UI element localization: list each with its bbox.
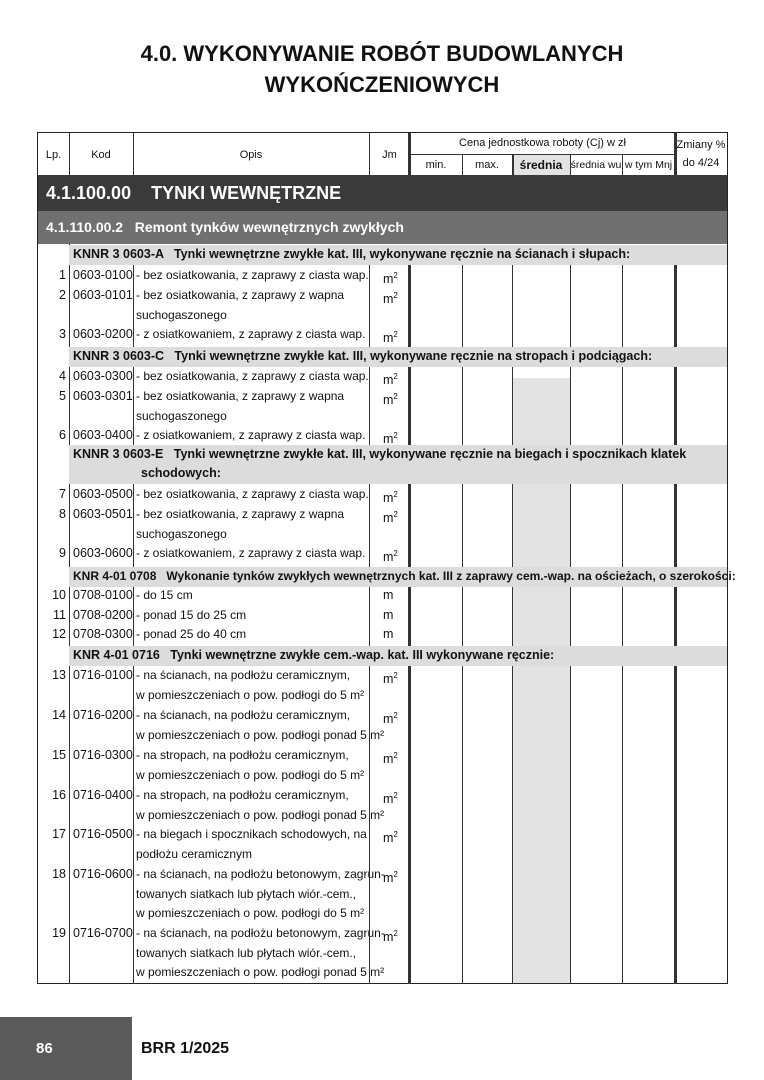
table-row [38, 666, 727, 705]
row-kod: 0716-0600 [73, 867, 133, 881]
col-line-kod [133, 133, 134, 175]
row-opis-line: - na biegach i spocznikach schodowych, na [136, 827, 367, 841]
col-line-wu [622, 154, 623, 175]
col-line-srednia [570, 154, 571, 175]
row-jm-exponent: 2 [393, 330, 398, 339]
row-kod: 0716-0700 [73, 926, 133, 940]
row-jm [383, 825, 398, 849]
row-opis-line: - bez osiatkowania, z zaprawy z ciasta wap. [136, 369, 369, 383]
row-opis-line: - z osiatkowaniem, z zaprawy z ciasta wap. [136, 428, 366, 442]
header-mid-rule [410, 154, 675, 155]
row-jm-unit: m [383, 792, 394, 807]
row-opis-line: - do 15 cm [136, 588, 193, 602]
row-jm-unit: m [383, 511, 394, 526]
price-table [37, 132, 736, 984]
table-row [38, 367, 727, 387]
row-jm-exponent: 2 [393, 431, 398, 440]
row-kod: 0708-0200 [73, 608, 133, 622]
row-opis-line: - na ścianach, na podłożu betonowym, zagrun- [136, 926, 385, 940]
table-row [38, 625, 727, 645]
row-jm-exponent: 2 [393, 830, 398, 839]
row-jm-unit: m [383, 712, 394, 727]
row-jm-exponent: 2 [393, 870, 398, 879]
row-lp: 18 [52, 867, 66, 881]
row-kod: 0716-0400 [73, 788, 133, 802]
group-header [69, 567, 736, 587]
group-header [69, 347, 727, 367]
row-jm-exponent: 2 [393, 291, 398, 300]
subsection-name: Remont tynków wewnętrznych zwykłych [134, 219, 404, 235]
row-jm-exponent: 2 [393, 751, 398, 760]
page-title-line-1: 4.0. WYKONYWANIE ROBÓT BUDOWLANYCH [140, 41, 624, 66]
row-lp: 5 [59, 389, 66, 403]
row-opis-line: w pomieszczeniach o pow. podłogi ponad 5 m² [136, 965, 385, 980]
row-jm-unit: m [383, 627, 394, 641]
row-jm-unit: m [383, 831, 394, 846]
row-kod: 0603-0600 [73, 546, 133, 560]
row-jm-exponent: 2 [393, 711, 398, 720]
row-jm [383, 606, 393, 626]
col-line-max [512, 154, 514, 175]
row-opis-line: - na ścianach, na podłożu ceramicznym, [136, 668, 351, 682]
page-number: 86 [36, 1040, 53, 1057]
row-jm-exponent: 2 [393, 271, 398, 280]
row-opis-line: - na stropach, na podłożu ceramicznym, [136, 788, 349, 802]
row-jm [383, 544, 398, 568]
row-lp: 14 [52, 708, 66, 722]
row-jm-exponent: 2 [393, 549, 398, 558]
row-jm-unit: m [383, 373, 394, 388]
row-kod: 0603-0200 [73, 327, 133, 341]
group-header-text: KNNR 3 0603-E Tynki wewnętrzne zwykłe kat. III, wykonywane ręcznie na biegach i spocznikach klatek [73, 447, 687, 461]
row-jm [383, 666, 398, 690]
header-jm: Jm [382, 149, 397, 161]
row-kod: 0603-0500 [73, 487, 133, 501]
row-kod: 0603-0300 [73, 369, 133, 383]
row-kod: 0603-0100 [73, 268, 133, 282]
row-opis-line: podłożu ceramicznym [136, 846, 253, 861]
row-jm [383, 325, 398, 349]
row-opis-line: - ponad 15 do 25 cm [136, 608, 247, 622]
row-kod: 0716-0200 [73, 708, 133, 722]
row-opis-line: suchogaszonego [136, 526, 227, 541]
row-jm-exponent: 2 [393, 671, 398, 680]
header-zmiany-line-2: do 4/24 [682, 157, 720, 169]
table-row [38, 606, 727, 626]
row-jm [383, 387, 398, 411]
row-opis-line: - na ścianach, na podłożu betonowym, zagrun- [136, 867, 385, 881]
row-jm [383, 865, 398, 889]
table-row [38, 746, 727, 785]
row-opis-line: w pomieszczeniach o pow. podłogi do 5 m² [136, 687, 365, 702]
row-jm [383, 586, 393, 606]
header-lp: Lp. [45, 149, 62, 161]
header-zmiany-line-1: Zmiany % [676, 139, 726, 151]
row-jm-unit: m [383, 331, 394, 346]
row-kod: 0603-0301 [73, 389, 133, 403]
row-opis-line: suchogaszonego [136, 307, 227, 322]
row-jm-unit: m [383, 491, 394, 506]
row-opis-line: w pomieszczeniach o pow. podłogi do 5 m² [136, 767, 365, 782]
table-row [38, 786, 727, 825]
col-line-jm [408, 133, 411, 175]
row-jm-unit: m [383, 292, 394, 307]
row-kod: 0603-0501 [73, 507, 133, 521]
row-opis-line: towanych siatkach lub płytach wiór.-cem., [136, 886, 357, 901]
table-row [38, 485, 727, 505]
row-lp: 13 [52, 668, 66, 682]
section-band [38, 175, 727, 211]
group-header-text: KNR 4-01 0716 Tynki wewnętrzne zwykłe cem.-wap. kat. III wykonywane ręcznie: [73, 648, 555, 662]
row-opis-line: - bez osiatkowania, z zaprawy z ciasta wap. [136, 487, 369, 501]
row-lp: 12 [52, 627, 66, 641]
row-kod: 0708-0300 [73, 627, 133, 641]
row-opis-line: w pomieszczeniach o pow. podłogi ponad 5 m² [136, 727, 385, 742]
row-lp: 16 [52, 788, 66, 802]
row-jm-exponent: 2 [393, 929, 398, 938]
row-jm-unit: m [383, 272, 394, 287]
row-lp: 19 [52, 926, 66, 940]
row-jm-exponent: 2 [393, 791, 398, 800]
table-row [38, 586, 727, 606]
row-lp: 2 [59, 288, 66, 302]
row-lp: 17 [52, 827, 66, 841]
row-opis-line: suchogaszonego [136, 408, 227, 423]
row-opis-line: - z osiatkowaniem, z zaprawy z ciasta wap. [136, 327, 366, 341]
row-jm-exponent: 2 [393, 490, 398, 499]
section-code: 4.1.100.00 [46, 183, 132, 203]
subsection-band [38, 211, 727, 244]
col-line-opis [369, 133, 370, 175]
header-opis: Opis [239, 149, 263, 161]
row-kod: 0603-0400 [73, 428, 133, 442]
table-row [38, 865, 727, 924]
row-kod: 0716-0500 [73, 827, 133, 841]
page-title [0, 38, 764, 100]
subsection-code: 4.1.110.00.2 [46, 219, 124, 235]
journal-name: BRR 1/2025 [141, 1040, 230, 1057]
row-jm [383, 924, 398, 948]
table-row [38, 825, 727, 864]
table-row [38, 266, 727, 286]
row-jm [383, 505, 398, 529]
header-w-tym-mnj: w tym Mnj [624, 159, 673, 171]
row-opis-line: - ponad 25 do 40 cm [136, 627, 247, 641]
row-jm-unit: m [383, 672, 394, 687]
row-kod: 0716-0300 [73, 748, 133, 762]
row-opis-line: w pomieszczeniach o pow. podłogi ponad 5 m² [136, 807, 385, 822]
row-lp: 6 [59, 428, 66, 442]
header-srednia: średnia [519, 158, 563, 172]
row-jm [383, 426, 398, 450]
table-row [38, 505, 727, 544]
table-row [38, 325, 727, 345]
row-opis-line: - na stropach, na podłożu ceramicznym, [136, 748, 349, 762]
table-row [38, 387, 727, 426]
row-jm [383, 706, 398, 730]
row-lp: 4 [59, 369, 66, 383]
row-opis-line: - bez osiatkowania, z zaprawy z wapna [136, 288, 345, 302]
row-opis-line: - bez osiatkowania, z zaprawy z ciasta wap. [136, 268, 369, 282]
row-jm-unit: m [383, 550, 394, 565]
col-line-lp [69, 133, 70, 175]
col-line-min [462, 154, 463, 175]
header-srednia-wu: średnia wu [570, 159, 622, 171]
row-kod: 0716-0100 [73, 668, 133, 682]
row-opis-line: w pomieszczeniach o pow. podłogi do 5 m² [136, 906, 365, 921]
row-opis-line: towanych siatkach lub płytach wiór.-cem., [136, 945, 357, 960]
row-kod: 0708-0100 [73, 588, 133, 602]
row-jm-unit: m [383, 871, 394, 886]
row-jm-unit: m [383, 752, 394, 767]
header-max: max. [475, 159, 499, 171]
row-jm-unit: m [383, 608, 394, 622]
row-opis-line: - z osiatkowaniem, z zaprawy z ciasta wap. [136, 546, 366, 560]
row-jm [383, 286, 398, 310]
group-header [69, 245, 727, 265]
group-header-text: KNNR 3 0603-C Tynki wewnętrzne zwykłe kat. III, wykonywane ręcznie na stropach i podciągach: [73, 349, 653, 363]
row-jm-exponent: 2 [393, 392, 398, 401]
table-row [38, 544, 727, 564]
section-name: TYNKI WEWNĘTRZNE [151, 183, 342, 203]
group-header-text: KNNR 3 0603-A Tynki wewnętrzne zwykłe kat. III, wykonywane ręcznie na ścianach i słupach: [73, 247, 631, 261]
col-line-mnj [674, 133, 677, 175]
group-header [69, 445, 727, 484]
row-opis-line: - bez osiatkowania, z zaprawy z wapna [136, 507, 345, 521]
footer-page-box [0, 1017, 132, 1080]
row-jm-unit: m [383, 393, 394, 408]
header-cena-group: Cena jednostkowa roboty (Cj) w zł [459, 137, 626, 149]
row-lp: 7 [59, 487, 66, 501]
row-jm [383, 786, 398, 810]
table-row [38, 924, 727, 983]
group-header [69, 646, 727, 666]
row-lp: 15 [52, 748, 66, 762]
row-lp: 11 [53, 608, 66, 622]
row-jm [383, 746, 398, 770]
row-jm-unit: m [383, 930, 394, 945]
table-row [38, 286, 727, 325]
row-lp: 1 [59, 268, 66, 282]
row-jm-unit: m [383, 588, 394, 602]
group-header-text: KNR 4-01 0708 Wykonanie tynków zwykłych wewnętrznych kat. III z zaprawy cem.-wap. na ościeżach, o szerokości: [73, 569, 736, 583]
row-jm-exponent: 2 [393, 510, 398, 519]
header-min: min. [425, 159, 447, 171]
page-title-line-2: WYKOŃCZENIOWYCH [264, 72, 500, 97]
group-header-text-cont: schodowych: [141, 466, 221, 480]
table-row [38, 706, 727, 745]
row-opis-line: - bez osiatkowania, z zaprawy z wapna [136, 389, 345, 403]
row-lp: 10 [52, 588, 66, 602]
row-jm-exponent: 2 [393, 372, 398, 381]
header-kod: Kod [91, 149, 111, 161]
row-jm-unit: m [383, 432, 394, 447]
row-jm [383, 625, 393, 645]
row-opis-line: - na ścianach, na podłożu ceramicznym, [136, 708, 351, 722]
row-lp: 8 [59, 507, 66, 521]
row-lp: 3 [59, 327, 66, 341]
row-lp: 9 [59, 546, 66, 560]
row-kod: 0603-0101 [73, 288, 133, 302]
table-row [38, 426, 727, 446]
